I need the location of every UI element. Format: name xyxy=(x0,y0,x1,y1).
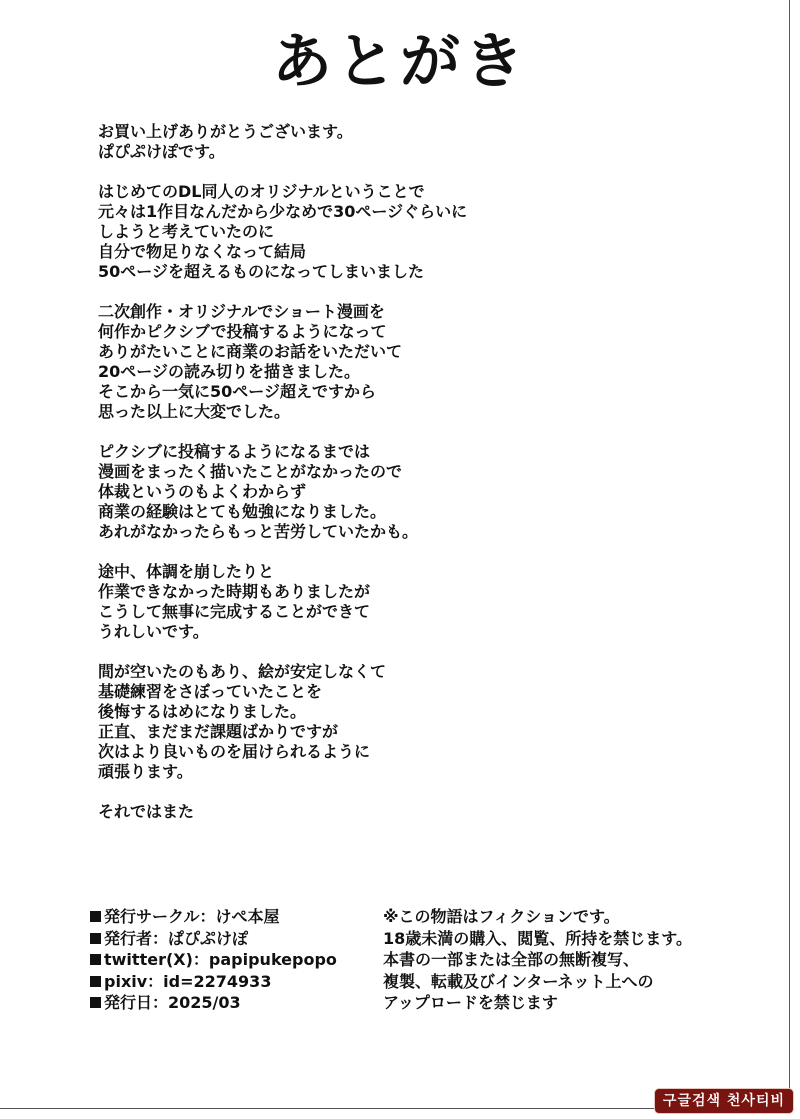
paragraph-1 xyxy=(98,122,698,162)
text-line: 20ページの読み切りを描きました。 xyxy=(98,362,360,381)
info-text: pixiv：id=2274933 xyxy=(104,971,272,991)
notice-line: アップロードを禁じます xyxy=(383,993,558,1012)
text-line: 基礎練習をさぼっていたことを xyxy=(98,682,323,701)
text-line: お買い上げありがとうございます。 xyxy=(98,122,353,141)
square-bullet-icon xyxy=(90,997,101,1008)
text-line: 50ページを超えるものになってしまいました xyxy=(98,262,424,281)
text-line: ぱぴぷけぽです。 xyxy=(98,142,225,161)
text-line: 次はより良いものを届けられるように xyxy=(98,742,371,761)
text-line: 元々は1作目なんだから少なめで30ページぐらいに xyxy=(98,202,468,221)
text-line: こうして無事に完成することができて xyxy=(98,602,371,621)
text-line: しようと考えていたのに xyxy=(98,222,275,241)
square-bullet-icon xyxy=(90,976,101,987)
text-line: ピクシブに投稿するようになるまでは xyxy=(98,442,371,461)
afterword-body xyxy=(98,122,698,842)
legal-notice xyxy=(383,906,763,1014)
text-line: それではまた xyxy=(98,802,195,821)
text-line: 何作かピクシブで投稿するようになって xyxy=(98,322,387,341)
info-text: 発行日：2025/03 xyxy=(104,993,241,1012)
watermark-badge: 구글검색 천사티비 xyxy=(654,1088,794,1114)
text-line: 漫画をまったく描いたことがなかったので xyxy=(98,462,403,481)
text-line: 作業できなかった時期もありましたが xyxy=(98,582,371,601)
text-line: はじめてのDL同人のオリジナルということで xyxy=(98,182,425,201)
paragraph-3 xyxy=(98,302,698,422)
text-line: 後悔するはめになりました。 xyxy=(98,702,307,721)
text-line: うれしいです。 xyxy=(98,622,209,641)
text-line: 頑張ります。 xyxy=(98,762,193,781)
paragraph-2 xyxy=(98,182,698,282)
text-line: ありがたいことに商業のお話をいただいて xyxy=(98,342,403,361)
publication-info xyxy=(90,906,370,1014)
info-pixiv xyxy=(90,971,370,993)
square-bullet-icon xyxy=(90,954,101,965)
text-line: 体裁というのもよくわからず xyxy=(98,482,307,501)
text-line: 商業の経験はとても勉強になりました。 xyxy=(98,502,387,521)
paragraph-7 xyxy=(98,802,698,822)
text-line: あれがなかったらもっと苦労していたかも。 xyxy=(98,522,419,541)
notice-line: ※この物語はフィクションです。 xyxy=(383,907,620,926)
text-line: 間が空いたのもあり、絵が安定しなくて xyxy=(98,662,387,681)
info-text: 発行者：ぱぴぷけぽ xyxy=(104,928,249,948)
info-publisher xyxy=(90,928,370,950)
text-line: 二次創作・オリジナルでショート漫画を xyxy=(98,302,385,321)
paragraph-4 xyxy=(98,442,698,542)
paragraph-6 xyxy=(98,662,698,782)
page-title: あとがき xyxy=(272,27,528,97)
notice-line: 18歳未満の購入、閲覧、所持を禁じます。 xyxy=(383,928,692,948)
notice-line: 複製、転載及びインターネット上への xyxy=(383,971,654,991)
info-text: 発行サークル：けぺ本屋 xyxy=(104,907,280,926)
info-text: twitter(X)：papipukepopo xyxy=(104,950,337,969)
text-line: 思った以上に大変でした。 xyxy=(98,402,291,421)
notice-line: 本書の一部または全部の無断複写、 xyxy=(383,950,640,969)
info-twitter xyxy=(90,949,370,971)
text-line: そこから一気に50ページ超えですから xyxy=(98,382,376,401)
square-bullet-icon xyxy=(90,933,101,944)
square-bullet-icon xyxy=(90,911,101,922)
info-circle xyxy=(90,906,370,928)
paragraph-5 xyxy=(98,562,698,642)
text-line: 途中、体調を崩したりと xyxy=(98,562,275,581)
text-line: 自分で物足りなくなって結局 xyxy=(98,242,307,261)
text-line: 正直、まだまだ課題ばかりですが xyxy=(98,722,339,741)
info-date xyxy=(90,992,370,1014)
